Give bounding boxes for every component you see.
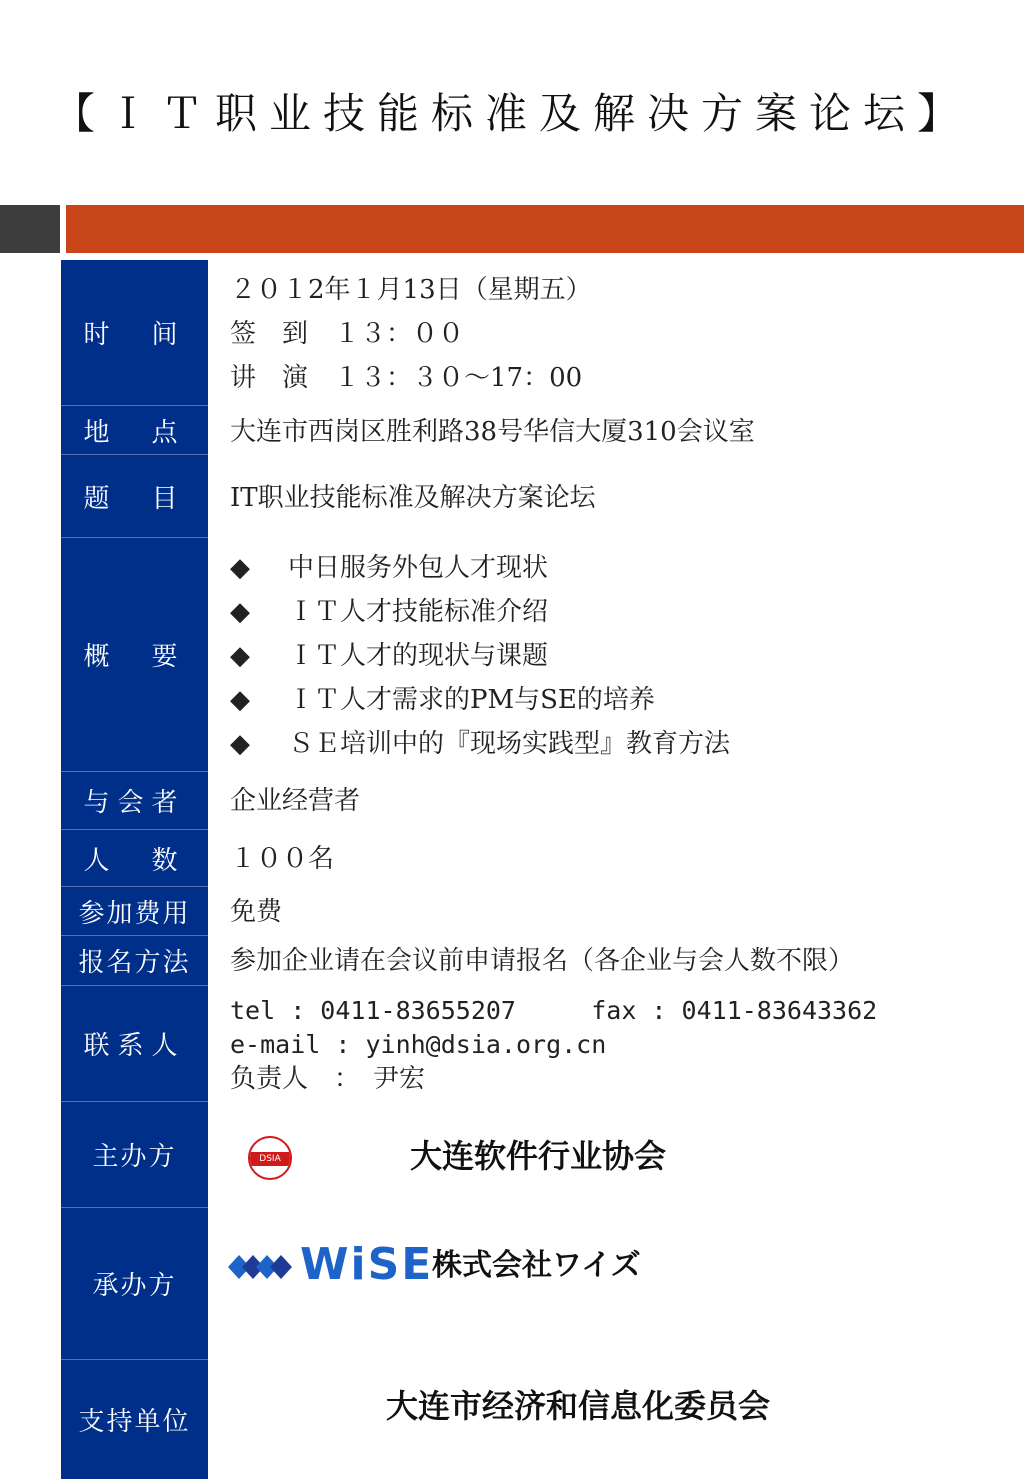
label-organizer: 承办方 xyxy=(61,1208,208,1360)
label-host: 主办方 xyxy=(61,1102,208,1208)
dsia-logo: DSIA xyxy=(248,1136,292,1180)
summary-item: ◆ ＩＴ人才的现状与课题 xyxy=(230,641,549,671)
value-summary xyxy=(230,546,1004,766)
label-signup: 报名方法 xyxy=(61,936,208,986)
label-summary: 概 要 xyxy=(61,538,208,772)
summary-item: ◆ ＩＴ人才需求的PM与SE的培养 xyxy=(230,685,655,715)
host-org: 大连软件行业协会 xyxy=(410,1137,667,1175)
value-count: １００名 xyxy=(230,844,335,874)
header-dark-bar xyxy=(0,205,60,253)
wise-logo-word: WiSE xyxy=(300,1239,434,1290)
time-date: ２０１2年１月13日（星期五） xyxy=(230,275,592,305)
label-support: 支持单位 xyxy=(78,1407,191,1437)
value-fee: 免费 xyxy=(230,897,283,927)
support-org: 大连市经济和信息化委员会 xyxy=(386,1387,771,1425)
value-contact xyxy=(230,994,1004,1062)
label-count: 人 数 xyxy=(61,830,208,887)
summary-item: ◆ ＩＴ人才技能标准介绍 xyxy=(230,597,549,627)
value-attendees: 企业经营者 xyxy=(230,786,361,816)
label-contact: 联系人 xyxy=(61,986,208,1102)
contact-email: e-mail : yinh@dsia.org.cn xyxy=(230,1030,607,1059)
contact-person: 负责人 ： 尹宏 xyxy=(230,1064,426,1094)
label-fee: 参加费用 xyxy=(61,887,208,936)
organizer-org: 株式会社ワイズ xyxy=(432,1248,641,1283)
label-attendees: 与会者 xyxy=(61,772,208,830)
contact-tel-fax: tel : 0411-83655207 fax : 0411-83643362 xyxy=(230,996,878,1025)
label-topic: 题 目 xyxy=(61,455,208,538)
label-place: 地 点 xyxy=(61,406,208,455)
value-place: 大连市西岗区胜利路38号华信大厦310会议室 xyxy=(230,417,755,447)
label-time: 时 间 xyxy=(61,260,208,406)
time-lecture: 讲 演 １３：３０～17：00 xyxy=(230,363,583,393)
page-title: 【ＩＴ职业技能标准及解决方案论坛】 xyxy=(52,89,971,138)
time-checkin: 签 到 １３：００ xyxy=(230,319,465,349)
value-time xyxy=(230,268,1004,400)
summary-item: ◆ ＳＥ培训中的『现场实践型』教育方法 xyxy=(230,729,731,759)
summary-item: ◆ 中日服务外包人才现状 xyxy=(230,553,549,583)
value-signup: 参加企业请在会议前申请报名（各企业与会人数不限） xyxy=(230,946,855,976)
value-topic: IT职业技能标准及解决方案论坛 xyxy=(230,483,596,513)
header-accent-bar xyxy=(66,205,1024,253)
wise-diamond-logo xyxy=(228,1249,298,1285)
